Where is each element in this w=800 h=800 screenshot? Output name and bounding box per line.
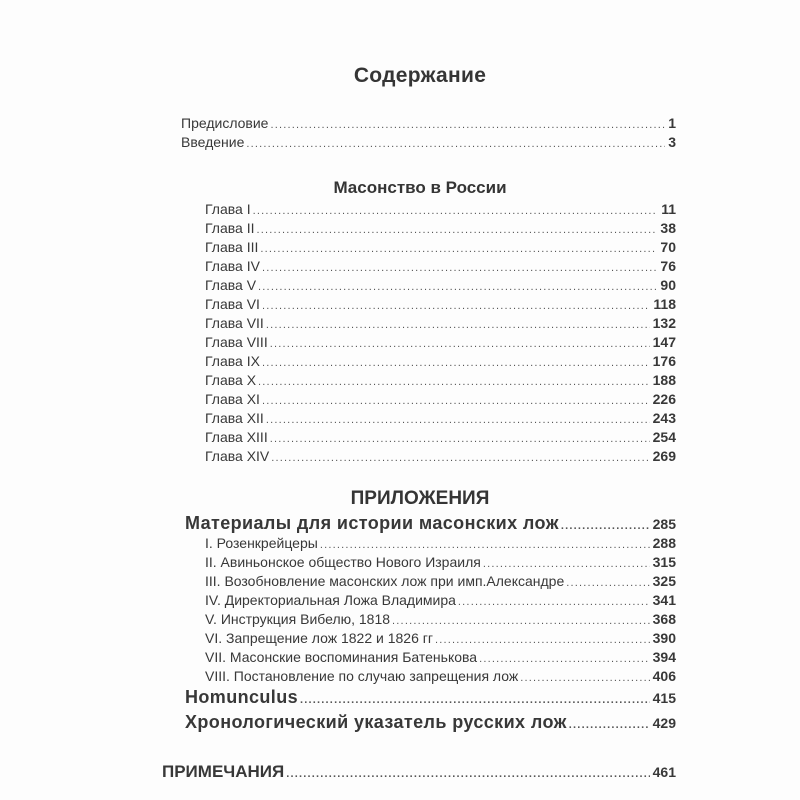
- toc-entry-label: Глава XII: [205, 410, 264, 426]
- dot-leader: [258, 373, 650, 390]
- toc-entry-chapter[interactable]: [205, 333, 676, 352]
- page-title: Содержание: [353, 64, 487, 87]
- dot-leader: [561, 517, 650, 535]
- toc-page-number: 269: [652, 448, 676, 464]
- dot-leader: [458, 593, 650, 610]
- toc-page-number: 288: [652, 535, 676, 551]
- toc-entry-label: IV. Директориальная Ложа Владимира: [205, 592, 456, 608]
- dot-leader: [262, 297, 650, 314]
- dot-leader: [392, 612, 650, 629]
- toc-entry-chapter[interactable]: [205, 352, 676, 371]
- toc-page-number: 226: [652, 391, 676, 407]
- toc-entry-label: Материалы для истории масонских лож: [185, 513, 559, 533]
- toc-entry-label: Глава X: [205, 372, 257, 388]
- toc-page-number: 1: [668, 115, 676, 131]
- dot-leader: [271, 449, 649, 466]
- dot-leader: [435, 631, 650, 648]
- dot-leader: [483, 555, 650, 572]
- toc-entry-label: Homunculus: [185, 687, 299, 707]
- toc-page-number: 390: [652, 630, 676, 646]
- toc-page-number: 325: [652, 573, 676, 589]
- toc-entry-introduction[interactable]: [181, 133, 676, 152]
- toc-entry-label: Глава II: [205, 220, 255, 236]
- toc-entry-label: II. Авиньонское общество Нового Израиля: [205, 554, 481, 570]
- toc-entry-label: Глава XI: [205, 391, 260, 407]
- toc-entry-appendix-item[interactable]: [205, 667, 676, 686]
- toc-entry-chapter[interactable]: [205, 371, 676, 390]
- dot-leader: [270, 430, 650, 447]
- toc-page-number: 368: [652, 611, 676, 627]
- dot-leader: [246, 135, 665, 152]
- toc-entry-chapter[interactable]: [205, 276, 676, 295]
- toc-entry-label: Глава III: [205, 239, 259, 255]
- toc-entry-label: VII. Масонские воспоминания Батенькова: [205, 649, 478, 665]
- toc-page-number: 285: [652, 516, 676, 532]
- dot-leader: [566, 574, 649, 591]
- toc-page-number: 188: [652, 372, 676, 388]
- toc-entry-appendix-item[interactable]: [205, 629, 676, 648]
- dot-leader: [270, 116, 665, 133]
- toc-page-number: 90: [660, 277, 676, 293]
- toc-page-number: 118: [653, 296, 676, 312]
- toc-page-number: 429: [652, 715, 676, 731]
- toc-entry-label: ПРИМЕЧАНИЯ: [162, 762, 285, 781]
- toc-page-number: 254: [652, 429, 676, 445]
- dot-leader: [270, 335, 650, 352]
- toc-page-number: 341: [652, 592, 676, 608]
- toc-entry-chapter[interactable]: [205, 219, 676, 238]
- toc-page-number: 3: [668, 134, 676, 150]
- dot-leader: [300, 691, 650, 709]
- dot-leader: [320, 536, 650, 553]
- toc-entry-label: III. Возобновление масонских лож при имп.Александре: [205, 573, 565, 589]
- toc-page-number: 176: [652, 353, 676, 369]
- toc-entry-homunculus[interactable]: [185, 686, 676, 709]
- toc-page-number: 415: [652, 690, 676, 706]
- toc-page-number: 406: [652, 668, 676, 684]
- toc-entry-label: I. Розенкрейцеры: [205, 535, 318, 551]
- toc-page-number: 147: [652, 334, 676, 350]
- toc-page-number: 76: [660, 258, 676, 274]
- toc-entry-chapter[interactable]: [205, 428, 676, 447]
- toc-entry-label: Глава IV: [205, 258, 260, 274]
- dot-leader: [520, 669, 649, 686]
- toc-entry-chronology[interactable]: [185, 711, 676, 734]
- dot-leader: [262, 354, 650, 371]
- toc-page-number: 461: [652, 764, 676, 780]
- dot-leader: [286, 765, 649, 783]
- toc-page-number: 11: [661, 201, 676, 217]
- toc-entry-label: Глава I: [205, 201, 251, 217]
- dot-leader: [257, 221, 658, 238]
- dot-leader: [262, 392, 650, 409]
- toc-entry-label: Глава VIII: [205, 334, 268, 350]
- toc-entry-appendix-item[interactable]: [205, 610, 676, 629]
- toc-entry-appendix-item[interactable]: [205, 534, 676, 553]
- dot-leader: [569, 716, 650, 734]
- toc-entry-chapter[interactable]: [205, 447, 676, 466]
- toc-entry-label: Введение: [181, 134, 245, 150]
- toc-entry-appendix-item[interactable]: [205, 572, 676, 591]
- toc-page-number: 315: [652, 554, 676, 570]
- section-heading-appendices: ПРИЛОЖЕНИЯ: [350, 488, 490, 509]
- toc-entry-label: Глава VII: [205, 315, 264, 331]
- dot-leader: [266, 411, 650, 428]
- dot-leader: [260, 240, 657, 257]
- dot-leader: [266, 316, 650, 333]
- toc-entry-label: VIII. Постановление по случаю запрещения лож: [205, 668, 519, 684]
- toc-entry-appendix-item[interactable]: [205, 648, 676, 667]
- toc-entry-label: VI. Запрещение лож 1822 и 1826 гг: [205, 630, 433, 646]
- toc-entry-appendix-item[interactable]: [205, 591, 676, 610]
- toc-entry-chapter[interactable]: [205, 314, 676, 333]
- toc-entry-chapter[interactable]: [205, 257, 676, 276]
- toc-page-number: 38: [660, 220, 676, 236]
- toc-entry-label: Глава XIII: [205, 429, 268, 445]
- toc-entry-appendix-item[interactable]: [205, 553, 676, 572]
- toc-entry-chapter[interactable]: [205, 409, 676, 428]
- toc-entry-preface[interactable]: [181, 114, 676, 133]
- toc-page-number: 243: [652, 410, 676, 426]
- toc-entry-chapter[interactable]: [205, 295, 676, 314]
- dot-leader: [479, 650, 650, 667]
- toc-entry-chapter[interactable]: [205, 390, 676, 409]
- toc-entry-label: Глава V: [205, 277, 257, 293]
- toc-entry-label: Глава IX: [205, 353, 260, 369]
- toc-page-number: 132: [652, 315, 676, 331]
- toc-entry-chapter[interactable]: [205, 238, 676, 257]
- toc-page-number: 70: [660, 239, 676, 255]
- toc-entry-label: Предисловие: [181, 115, 269, 131]
- dot-leader: [258, 278, 657, 295]
- dot-leader: [253, 202, 659, 219]
- toc-entry-notes[interactable]: [162, 760, 676, 783]
- toc-entry-materials[interactable]: [185, 512, 676, 535]
- toc-entry-label: Глава XIV: [205, 448, 270, 464]
- toc-entry-label: Глава VI: [205, 296, 260, 312]
- toc-entry-chapter[interactable]: [205, 200, 676, 219]
- toc-page-number: 394: [652, 649, 676, 665]
- section-heading-masonry-in-russia: Масонство в России: [333, 178, 507, 197]
- toc-entry-label: Хронологический указатель русских лож: [185, 712, 567, 732]
- dot-leader: [262, 259, 657, 276]
- toc-entry-label: V. Инструкция Вибелю, 1818: [205, 611, 391, 627]
